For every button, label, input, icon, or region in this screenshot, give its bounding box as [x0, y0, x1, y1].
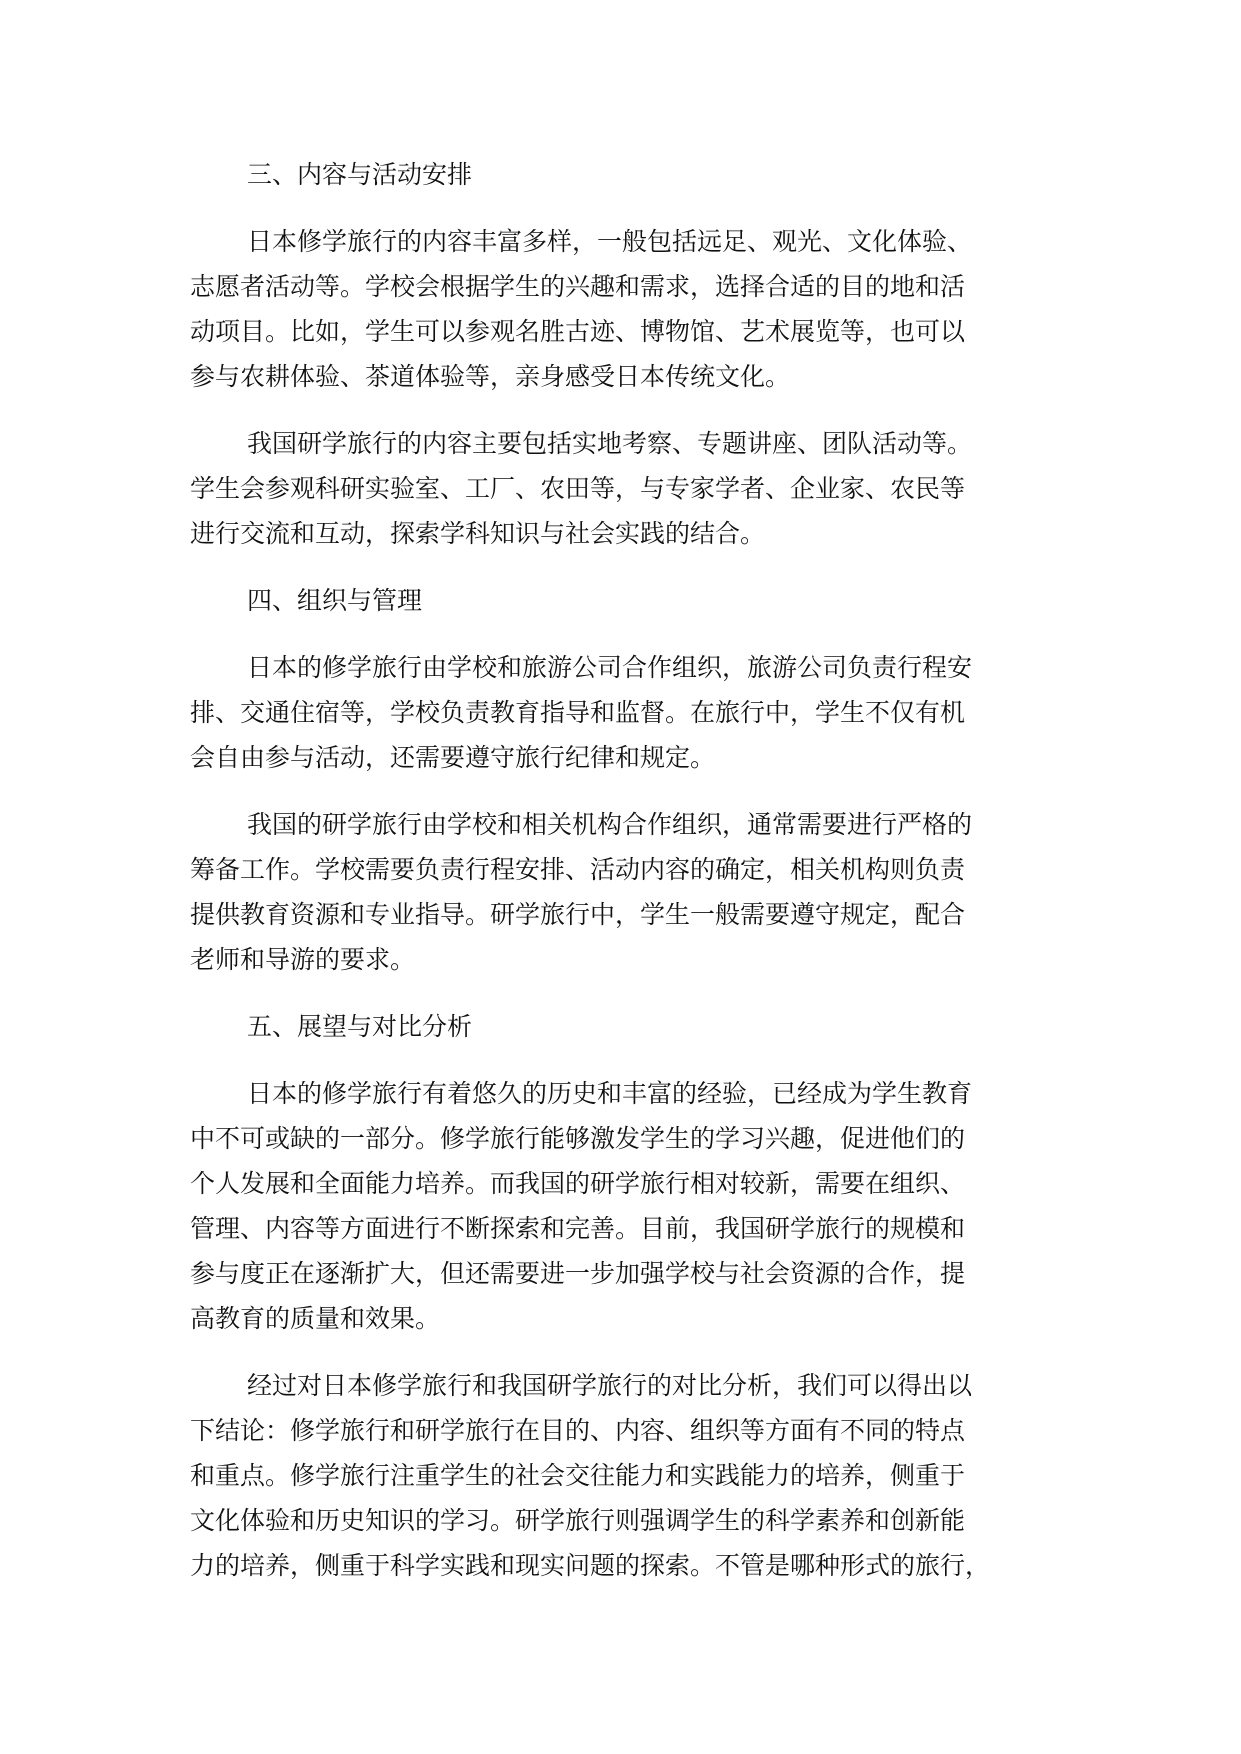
paragraph-line: 学生会参观科研实验室、工厂、农田等，与专家学者、企业家、农民等: [190, 474, 966, 503]
section-heading-content-activities: 三、内容与活动安排: [247, 160, 473, 189]
paragraph-japan-content: [190, 219, 1070, 399]
document-body: [190, 152, 1070, 1610]
paragraph-line: 日本的修学旅行由学校和旅游公司合作组织，旅游公司负责行程安: [247, 653, 973, 682]
paragraph-line: 参与度正在逐渐扩大，但还需要进一步加强学校与社会资源的合作，提: [190, 1259, 966, 1288]
paragraph-line: 个人发展和全面能力培养。而我国的研学旅行相对较新，需要在组织、: [190, 1169, 966, 1198]
paragraph-line: 和重点。修学旅行注重学生的社会交往能力和实践能力的培养，侧重于: [190, 1461, 966, 1490]
paragraph-line: 高教育的质量和效果。: [190, 1304, 441, 1333]
paragraph-line: 下结论：修学旅行和研学旅行在目的、内容、组织等方面有不同的特点: [190, 1416, 966, 1445]
paragraph-line: 日本的修学旅行有着悠久的历史和丰富的经验，已经成为学生教育: [247, 1079, 973, 1108]
paragraph-line: 管理、内容等方面进行不断探索和完善。目前，我国研学旅行的规模和: [190, 1214, 966, 1243]
paragraph-japan-organization: [190, 645, 1070, 780]
paragraph-conclusion: [190, 1363, 1070, 1588]
section-heading-outlook: 五、展望与对比分析: [247, 1012, 473, 1041]
paragraph-china-content: [190, 421, 1070, 556]
paragraph-line: 日本修学旅行的内容丰富多样，一般包括远足、观光、文化体验、: [247, 227, 973, 256]
paragraph-line: 进行交流和互动，探索学科知识与社会实践的结合。: [190, 519, 766, 548]
paragraph-line: 文化体验和历史知识的学习。研学旅行则强调学生的科学素养和创新能: [190, 1506, 966, 1535]
paragraph-line: 志愿者活动等。学校会根据学生的兴趣和需求，选择合适的目的地和活: [190, 272, 966, 301]
paragraph-china-organization: [190, 802, 1070, 982]
paragraph-line: 动项目。比如，学生可以参观名胜古迹、博物馆、艺术展览等，也可以: [190, 317, 966, 346]
paragraph-line: 老师和导游的要求。: [190, 945, 416, 974]
paragraph-line: 我国的研学旅行由学校和相关机构合作组织，通常需要进行严格的: [247, 810, 973, 839]
paragraph-line: 筹备工作。学校需要负责行程安排、活动内容的确定，相关机构则负责: [190, 855, 966, 884]
paragraph-line: 经过对日本修学旅行和我国研学旅行的对比分析，我们可以得出以: [247, 1371, 973, 1400]
paragraph-line: 提供教育资源和专业指导。研学旅行中，学生一般需要遵守规定，配合: [190, 900, 966, 929]
paragraph-line: 中不可或缺的一部分。修学旅行能够激发学生的学习兴趣，促进他们的: [190, 1124, 966, 1153]
paragraph-line: 力的培养，侧重于科学实践和现实问题的探索。不管是哪种形式的旅行，: [190, 1551, 991, 1580]
paragraph-line: 会自由参与活动，还需要遵守旅行纪律和规定。: [190, 743, 716, 772]
paragraph-outlook: [190, 1071, 1070, 1341]
section-heading-organization: 四、组织与管理: [247, 586, 423, 615]
paragraph-line: 我国研学旅行的内容主要包括实地考察、专题讲座、团队活动等。: [247, 429, 973, 458]
paragraph-line: 排、交通住宿等，学校负责教育指导和监督。在旅行中，学生不仅有机: [190, 698, 966, 727]
paragraph-line: 参与农耕体验、茶道体验等，亲身感受日本传统文化。: [190, 362, 791, 391]
